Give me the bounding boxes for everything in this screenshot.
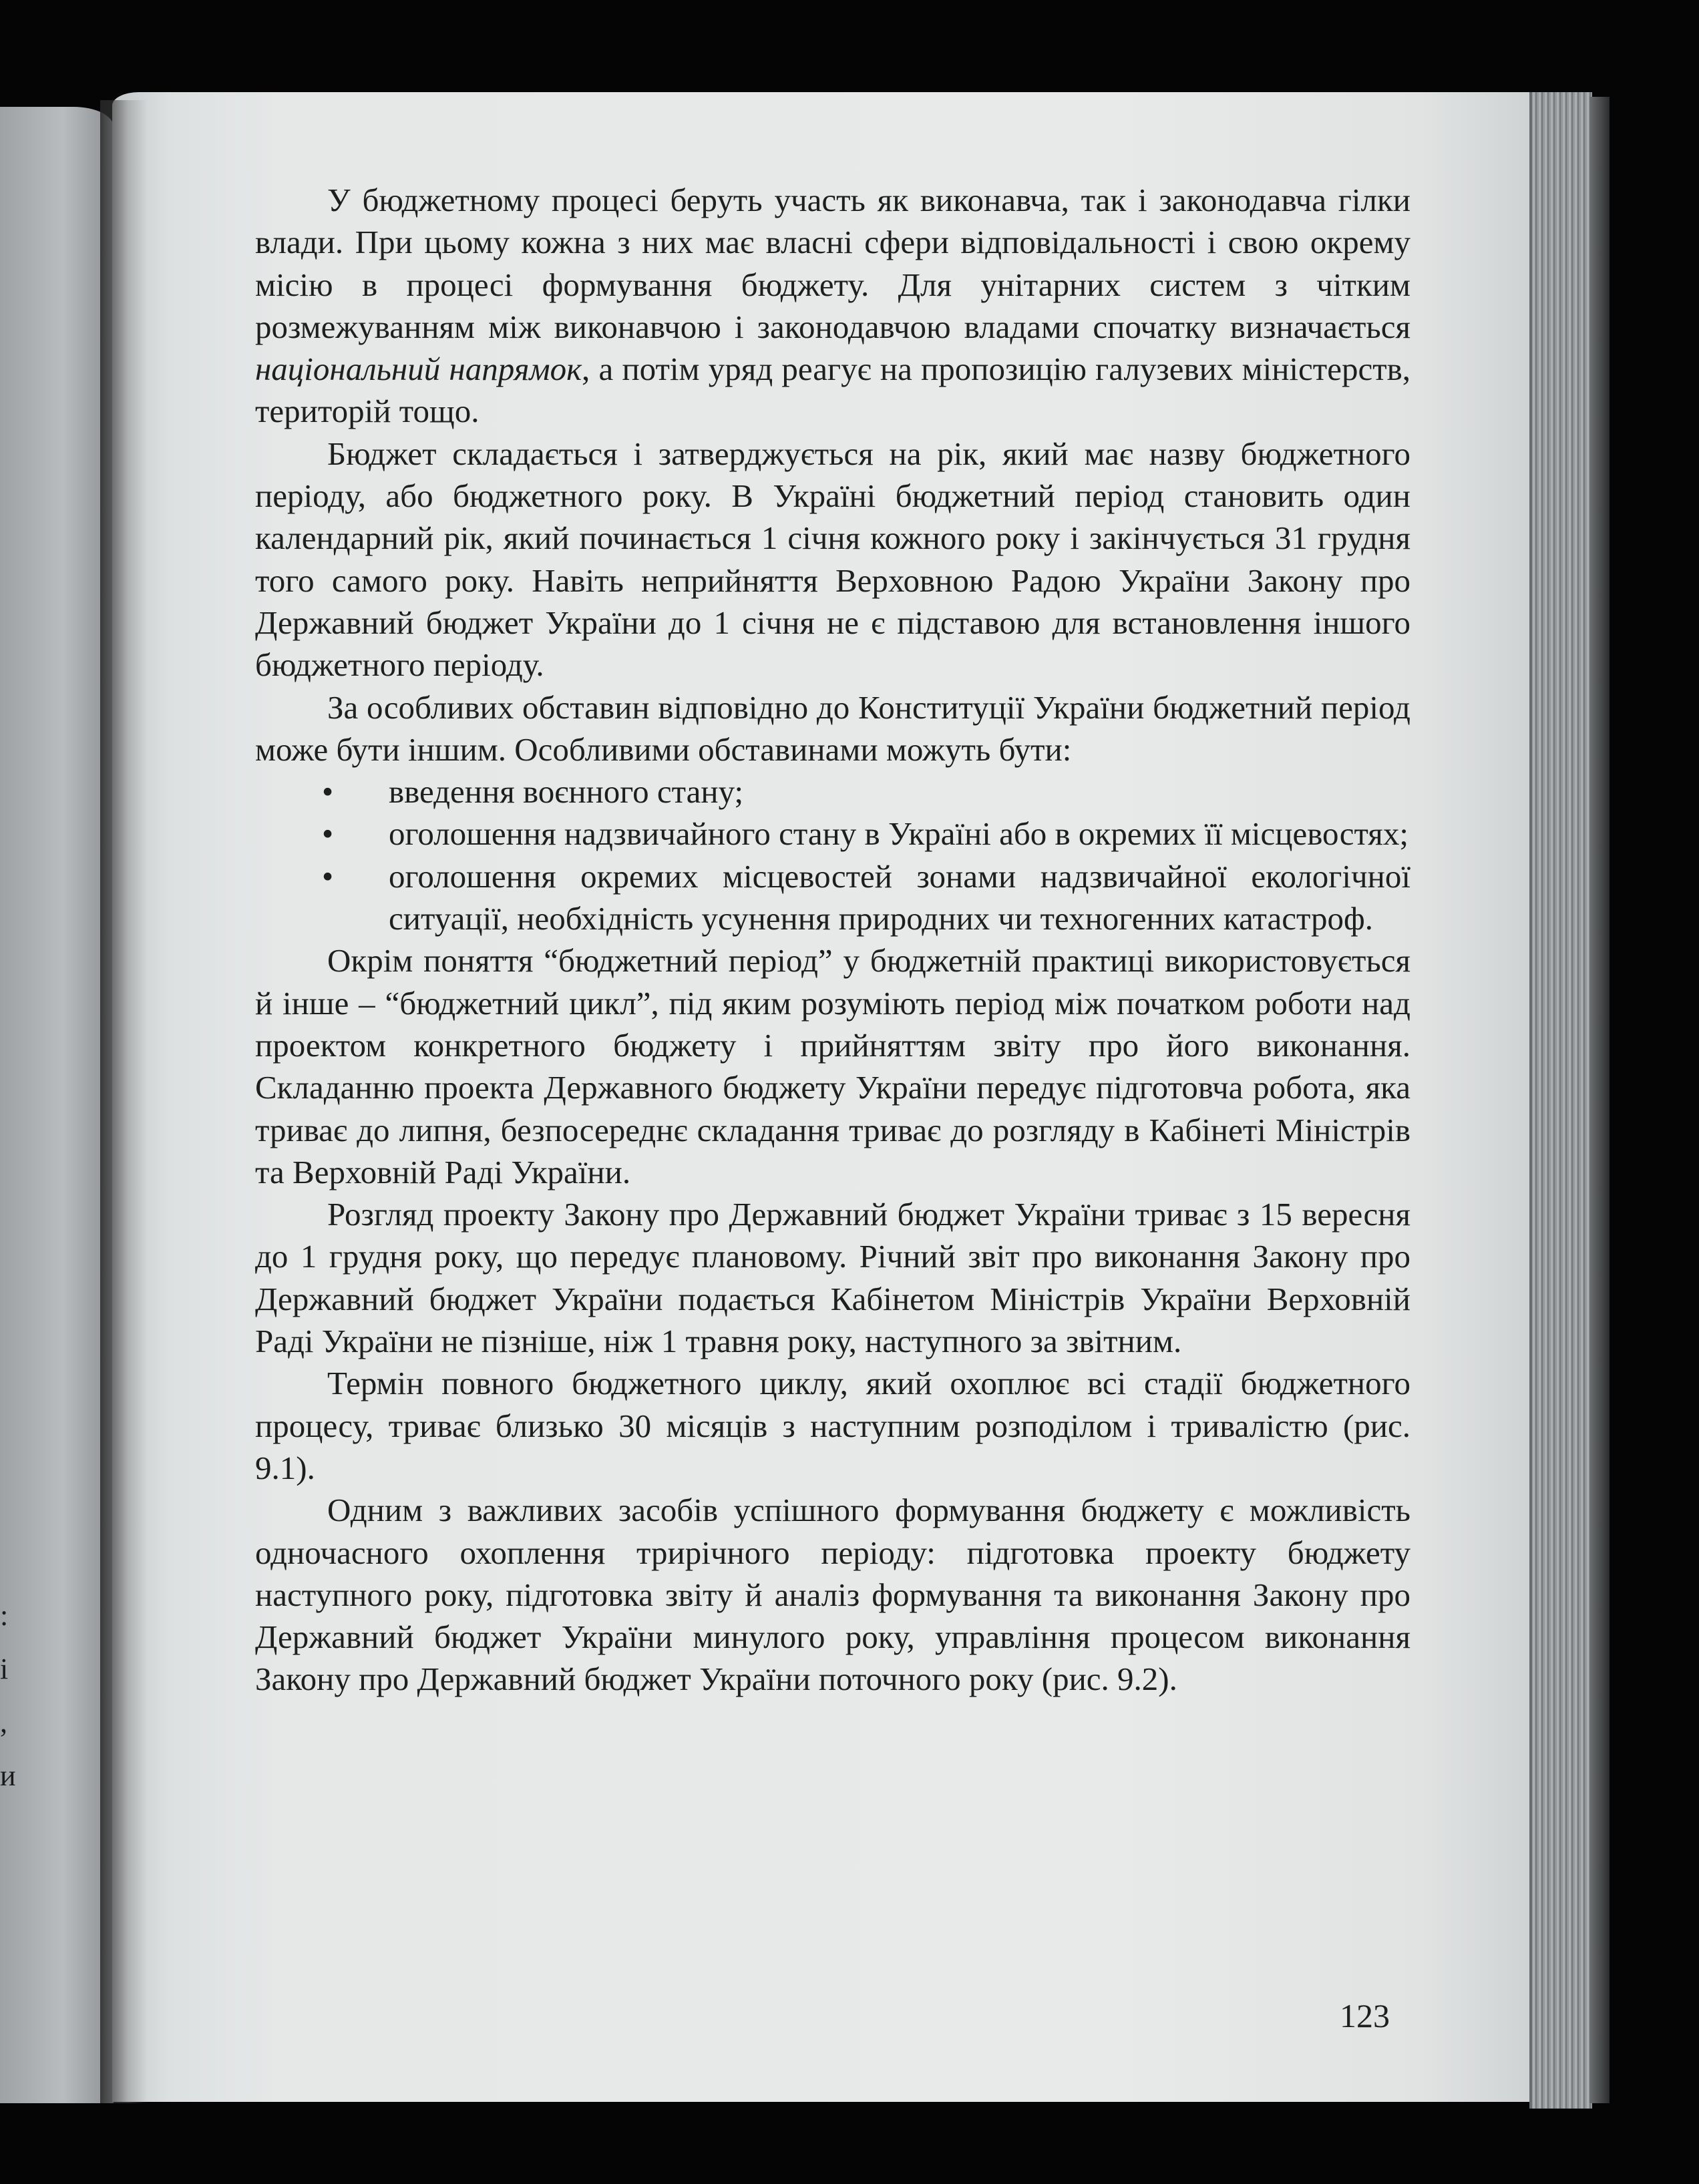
- left-mark: и: [0, 1759, 16, 1792]
- page-stack-edges: [1529, 92, 1592, 2109]
- page-number: 123: [1340, 1997, 1390, 2034]
- left-mark: ,: [0, 1706, 7, 1739]
- paragraph-1-part-a: У бюджетному процесі беруть участь як виконавча, так і законодавча гілки влади. При цьому кожна з них має власні сфери відповідальності і свою окрему місію в процесі формування бюджету. Для унітарних систем з чітким розмежуванням між виконавчою і законодавчою владами спочатку визначається: [255, 182, 1410, 345]
- list-item: [255, 771, 1410, 813]
- paragraph-6: Термін повного бюджетного циклу, який охоплює всі стадії бюджетного процесу, триває близько 30 місяців з наступним розподілом і тривалістю (рис. 9.1).: [255, 1365, 1410, 1486]
- paragraph-3: За особливих обставин відповідно до Конституції України бюджетний період може бути іншим. Особливими обставинами можуть бути:: [255, 688, 1410, 768]
- bullet-icon: •: [322, 815, 334, 853]
- special-circumstances-list: [255, 771, 1410, 939]
- left-page-edge: [0, 107, 114, 2103]
- left-mark: :: [0, 1599, 9, 1632]
- paragraph-1-part-b: , а потім уряд реагує на пропозицію галузевих міністерств, територій тощо.: [255, 351, 1410, 430]
- list-item-text: введення воєнного стану;: [389, 773, 744, 811]
- list-item-text: оголошення окремих місцевостей зонами надзвичайної екологічної ситуації, необхідність усунення природних чи техногенних катастроф.: [389, 857, 1410, 937]
- bullet-icon: •: [322, 773, 334, 811]
- list-item: [255, 855, 1410, 940]
- left-page-text-fragments: [0, 1589, 20, 1803]
- paragraph-4: Окрім поняття “бюджетний період” у бюджетній практиці використовується й інше – “бюджетний цикл”, під яким розуміють період між початком роботи над проектом конкретного бюджету і прийняттям звіту про його виконання. Складанню проекта Державного бюджету України передує підготовча робота, яка триває до липня, безпосереднє складання триває до розгляду в Кабінеті Міністрів та Верховній Раді України.: [255, 942, 1410, 1190]
- left-mark: і: [0, 1653, 9, 1685]
- paragraph-5: Розгляд проекту Закону про Державний бюджет України триває з 15 вересня до 1 грудня року, що передує плановому. Річний звіт про виконання Закону про Державний бюджет України подається Кабінетом Міністрів України Верховній Раді України не пізніше, ніж 1 травня року, наступного за звітним.: [255, 1196, 1410, 1360]
- paragraph-1-emphasis: національний напрямок: [255, 351, 582, 388]
- paragraph-2: Бюджет складається і затверджується на рік, який має назву бюджетного періоду, або бюджетного року. В Україні бюджетний період становить один календарний рік, який починається 1 січня кожного року і закінчується 31 грудня того самого року. Навіть неприйняття Верховною Радою України Закону про Державний бюджет України до 1 січня не є підставою для встановлення іншого бюджетного періоду.: [255, 435, 1410, 684]
- gutter-shadow: [100, 100, 147, 2103]
- page-stack-shadow: [1589, 97, 1610, 2103]
- list-item: [255, 813, 1410, 855]
- paragraph-7: Одним з важливих засобів успішного формування бюджету є можливість одночасного охоплення трирічного періоду: підготовка проекту бюджету наступного року, підготовка звіту й аналіз формування та виконання Закону про Державний бюджет України минулого року, управління процесом виконання Закону про Державний бюджет України поточного року (рис. 9.2).: [255, 1492, 1410, 1698]
- bullet-icon: •: [322, 857, 334, 895]
- paragraph-1: [255, 179, 1410, 433]
- page-body-text: [255, 179, 1410, 1701]
- list-item-text: оголошення надзвичайного стану в Україні або в окремих її місцевостях;: [389, 815, 1408, 853]
